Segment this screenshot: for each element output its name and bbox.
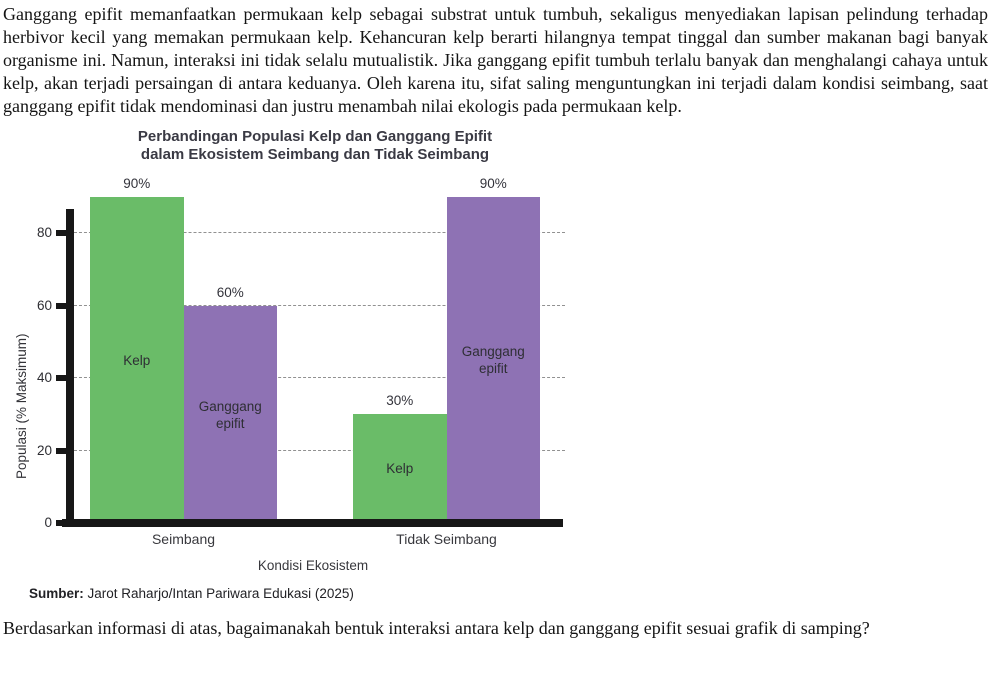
y-tick-label-60: 60 [36, 297, 52, 313]
bar-inner-label: Ganggang epifit [461, 344, 525, 376]
y-tick-label-20: 20 [36, 442, 52, 458]
source-line [29, 586, 354, 601]
chart-plot [74, 126, 565, 523]
bar-inner-label: Kelp [123, 352, 151, 368]
category-label-tidak-seimbang: Tidak Seimbang [396, 531, 497, 547]
chart-title-line1: Perbandingan Populasi Kelp dan Ganggang Epifit [137, 128, 493, 145]
bar-kelp-seimbang [90, 197, 184, 523]
y-axis-label: Populasi (% Maksimum) [14, 333, 29, 479]
source-label: Sumber: [29, 586, 84, 601]
y-axis-spine [66, 209, 74, 523]
bar-value-label: 30% [386, 393, 414, 408]
bar-value-label: 60% [216, 285, 244, 300]
bar-inner-label: Ganggang epifit [198, 398, 262, 431]
bar-value-label: 90% [479, 176, 507, 191]
bar-ganggang-epifit-seimbang [184, 306, 278, 523]
chart-title-line2: dalam Ekosistem Seimbang dan Tidak Seimbang [140, 145, 490, 163]
category-label-seimbang: Seimbang [151, 531, 216, 547]
y-tick-label-80: 80 [36, 225, 52, 241]
x-axis-label: Kondisi Ekosistem [257, 558, 369, 573]
intro-paragraph: Ganggang epifit memanfaatkan permukaan kelp sebagai substrat untuk tumbuh, sekaligus menyediakan lapisan pelindung terhadap herbivor kecil yang memakan permukaan kelp. Kehancuran kelp berarti hilangnya tempat tinggal dan sumber makanan bagi banyak organisme ini. Namun, interaksi ini tidak selalu mutualistik. Jika ganggang epifit tumbuh terlalu banyak dan menghalangi cahaya untuk kelp, akan terjadi persaingan di antara keduanya. Oleh karena itu, sifat saling menguntungkan ini terjadi dalam kondisi seimbang, saat ganggang epifit tidak mendominasi dan justru menambah nilai ekologis pada permukaan kelp. [3, 4, 988, 116]
bar-value-label: 90% [123, 176, 151, 191]
y-tick-label-40: 40 [36, 370, 52, 386]
bar-kelp-tidak-seimbang [353, 414, 447, 523]
bar-ganggang-epifit-tidak-seimbang [447, 197, 541, 523]
question-text: Berdasarkan informasi di atas, bagaimanakah bentuk interaksi antara kelp dan ganggang epifit sesuai grafik di samping? [3, 618, 870, 638]
chart [0, 126, 992, 610]
source-text: Jarot Raharjo/Intan Pariwara Edukasi (2025) [87, 586, 354, 601]
y-tick-label-0: 0 [44, 515, 52, 530]
bar-inner-label: Kelp [386, 461, 414, 476]
x-axis-spine [62, 519, 563, 527]
